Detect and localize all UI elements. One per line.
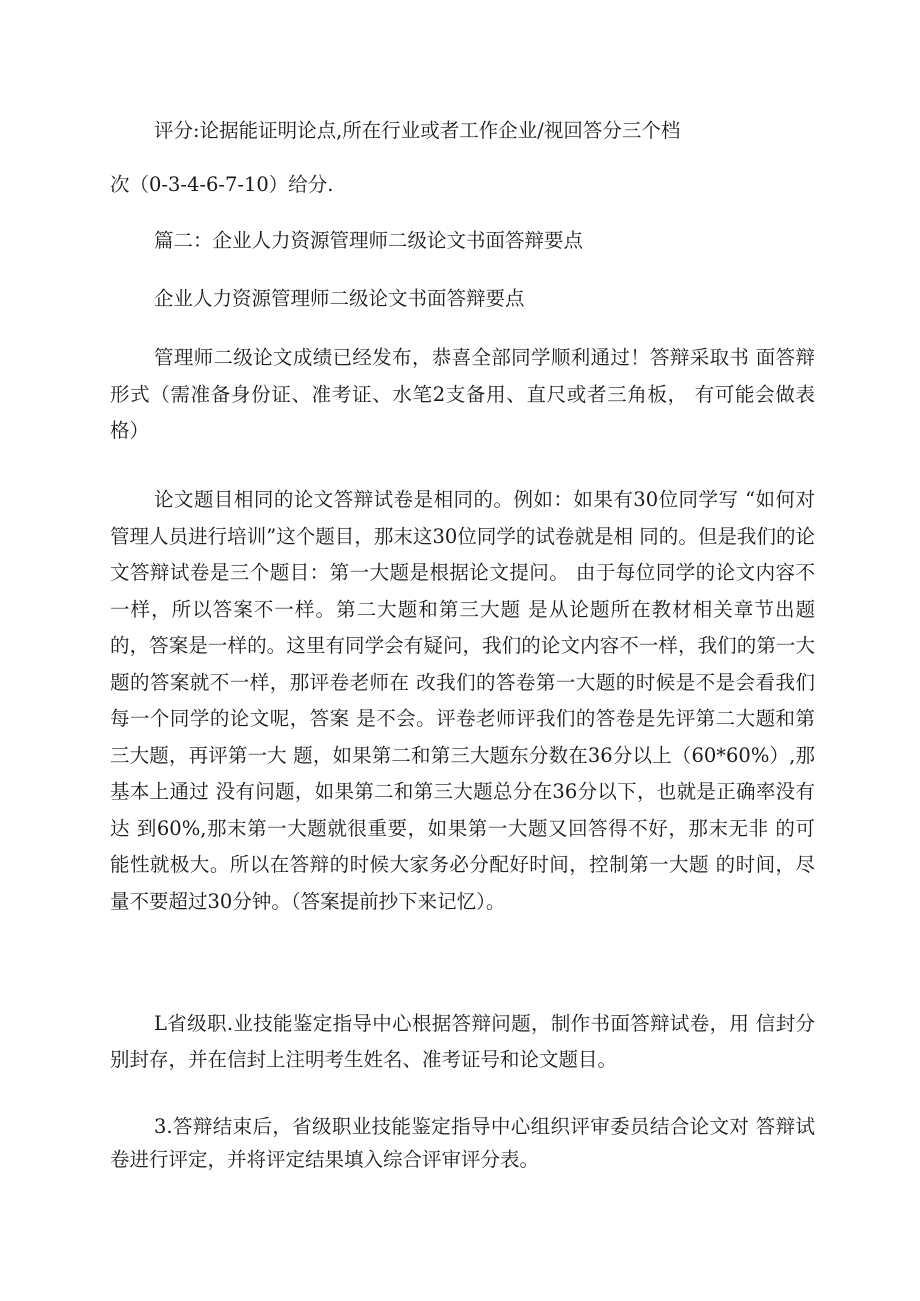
intro-paragraph: 管理师二级论文成绩已经发布，恭喜全部同学顺利通过！答辩采取书 面答辩形式（需准备身份证、准考证、水笔2支备用、直尺或者三角板， 有可能会做表格） xyxy=(110,346,815,442)
document-title: 企业人力资源管理师二级论文书面答辩要点 xyxy=(154,287,525,310)
evaluation-paragraph: 3.答辩结束后，省级职业技能鉴定指导中心组织评审委员结合论文对 答辩试卷进行评定，并将评定结果填入综合评审评分表。 xyxy=(110,1115,815,1171)
procedure-paragraph: L省级职.业技能鉴定指导中心根据答辩问题，制作书面答辩试卷，用 信封分别封存，并在信封上注明考生姓名、准考证号和论文题目。 xyxy=(110,1012,815,1071)
scoring-line-continued: 次（0-3-4-6-7-10）给分. xyxy=(110,173,334,196)
section-heading: 篇二：企业人力资源管理师二级论文书面答辩要点 xyxy=(154,229,584,252)
explanation-paragraph: 论文题目相同的论文答辩试卷是相同的。例如：如果有30位同学写 “如何对管理人员进行培训”这个题目，那末这30位同学的试卷就是相 同的。但是我们的论文答辩试卷是三个题目：第一大题是根据论文提问。 由于每位同学的论文内容不一样，所以答案不一样。第二大题和第三大题 是从论题所在教材相关章节出题的，答案是一样的。这里有同学会有疑问，我们的论文内容不一样，我们的第一大题的答案就不一样，那评卷老师在 改我们的答卷第一大题的时候是不是会看我们每一个同学的论文呢，答案 是不会。评卷老师评我们的答卷是先评第二大题和第三大题，再评第一大 题，如果第二和第三大题东分数在36分以上（60*60%）,那基本上通过 没有问题，如果第二和第三大题总分在36分以下，也就是正确率没有达 到60%,那末第一大题就很重要，如果第一大题又回答得不好，那末无非 的可能性就极大。所以在答辩的时候大家务必分配好时间，控制第一大题 的时间，尽量不要超过30分钟。（答案提前抄下来记忆）。 xyxy=(110,488,815,913)
scoring-line: 评分:论据能证明论点,所在行业或者工作企业/视回答分三个档 xyxy=(154,119,681,142)
